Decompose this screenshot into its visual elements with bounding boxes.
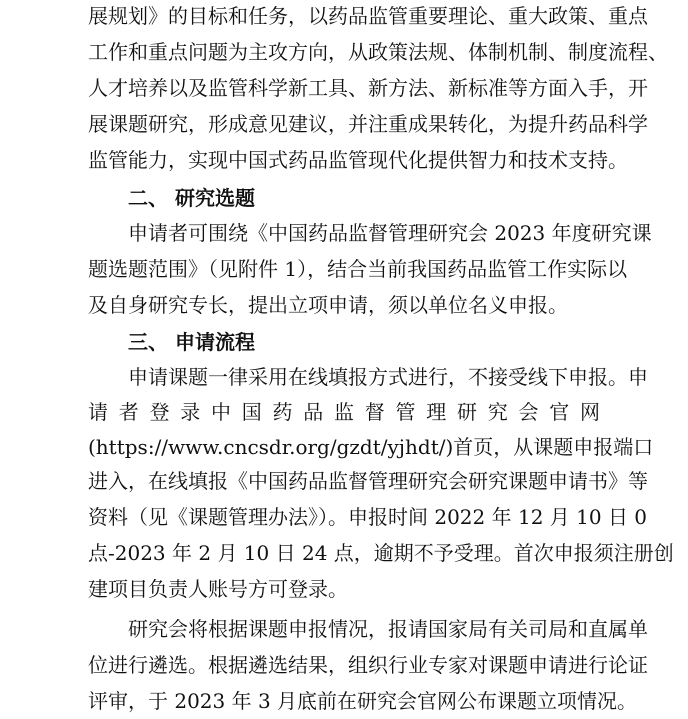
paragraph-line: 位进行遴选。根据遴选结果，组织行业专家对课题申请进行论证 (88, 653, 648, 677)
paragraph-line: 展规划》的目标和任务，以药品监管重要理论、重大政策、重点 (88, 4, 648, 28)
paragraph-line: 评审，于 2023 年 3 月底前在研究会官网公布课题立项情况。 (88, 689, 638, 713)
paragraph-line: 及自身研究专长，提出立项申请，须以单位名义申报。 (88, 293, 568, 317)
paragraph-line: 申请者可围绕《中国药品监督管理研究会 2023 年度研究课 (128, 221, 652, 245)
paragraph-line: 题选题范围》（见附件 1），结合当前我国药品监管工作实际以 (88, 257, 628, 281)
paragraph-line: 请 者 登 录 中 国 药 品 监 督 管 理 研 究 会 官 网 (88, 400, 600, 424)
paragraph-line: 展课题研究，形成意见建议，并注重成果转化，为提升药品科学 (88, 112, 648, 136)
section-heading-research-topics: 二、 研究选题 (128, 186, 255, 210)
paragraph-line: 点-2023 年 2 月 10 日 24 点，逾期不予受理。首次申报须注册创 (88, 541, 674, 565)
paragraph-line: 进入，在线填报《中国药品监督管理研究会研究课题申请书》等 (88, 469, 648, 493)
paragraph-line: 工作和重点问题为主攻方向，从政策法规、体制机制、制度流程、 (88, 40, 668, 64)
paragraph-line-url: (https://www.cncsdr.org/gzdt/yjhdt/)首页，从课题申报端口 (88, 435, 654, 459)
paragraph-line: 申请课题一律采用在线填报方式进行，不接受线下申报。申 (128, 365, 648, 389)
paragraph-line: 人才培养以及监管科学新工具、新方法、新标准等方面入手，开 (88, 76, 648, 100)
paragraph-line: 建项目负责人账号方可登录。 (88, 577, 348, 601)
paragraph-line: 资料（见《课题管理办法》）。申报时间 2022 年 12 月 10 日 0 (88, 505, 648, 529)
section-heading-application-process: 三、 申请流程 (128, 330, 255, 354)
paragraph-line: 监管能力，实现中国式药品监管现代化提供智力和技术支持。 (88, 148, 628, 172)
paragraph-line: 研究会将根据课题申报情况，报请国家局有关司局和直属单 (128, 617, 648, 641)
